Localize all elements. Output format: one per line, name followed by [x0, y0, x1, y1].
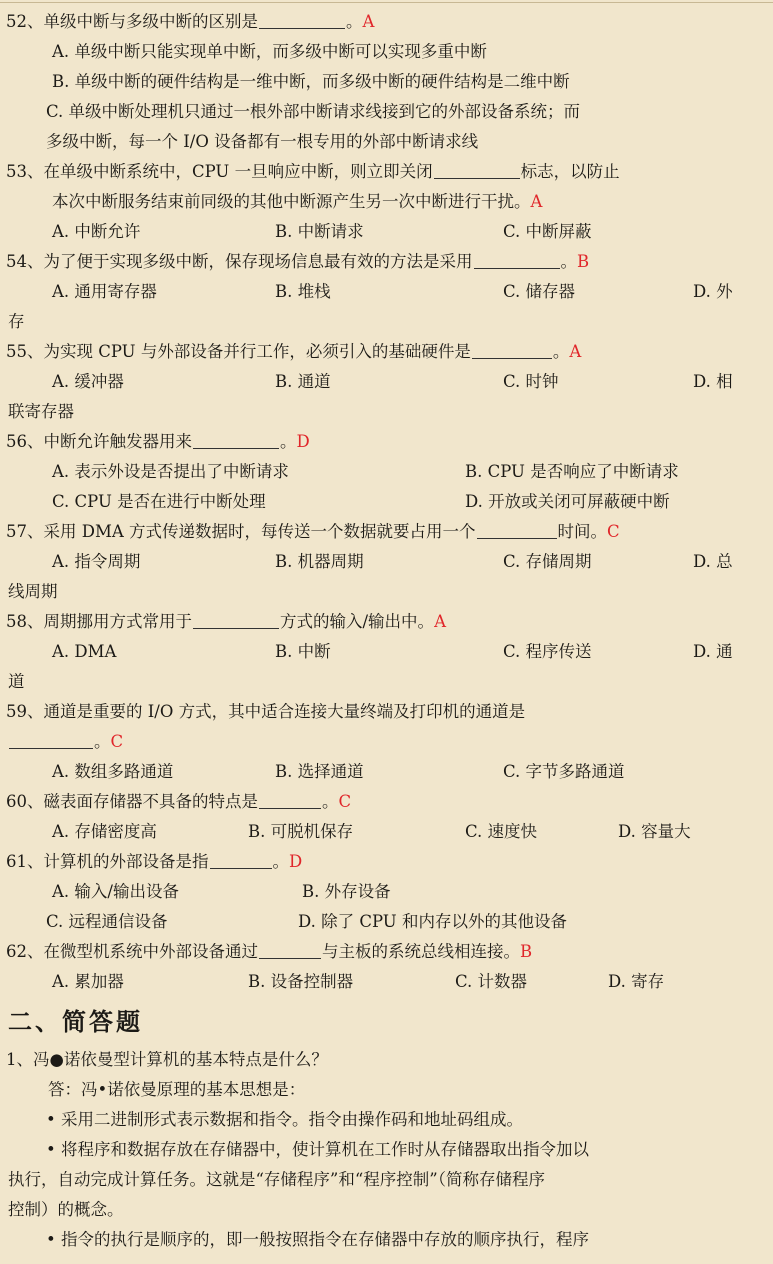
answer-option: D. 相 [693, 372, 733, 391]
answer-option: A. 缓冲器 [52, 372, 124, 391]
question-text: • 采用二进制形式表示数据和指令。指令由操作码和地址码组成。 [46, 1110, 523, 1129]
answer-option: B. 可脱机保存 [248, 822, 354, 841]
question-text: 60、磁表面存储器不具备的特点是 [6, 792, 258, 811]
answer-key: D [289, 852, 303, 871]
question-text: 。 [560, 252, 577, 271]
question-text: 。 [94, 732, 111, 751]
answer-option: B. CPU 是否响应了中断请求 [465, 462, 679, 481]
fill-in-blank [259, 10, 345, 29]
answer-key: B [577, 252, 590, 271]
top-rule [0, 2, 773, 3]
answer-option: C. 中断屏蔽 [503, 222, 592, 241]
answer-option: C. CPU 是否在进行中断处理 [52, 492, 266, 511]
text-line [0, 1135, 773, 1165]
answer-key: A [434, 612, 446, 631]
answer-option: A. 中断允许 [52, 222, 141, 241]
answer-option: B. 通道 [275, 372, 331, 391]
answer-option: A. 数组多路通道 [52, 762, 174, 781]
fill-in-blank [9, 730, 93, 749]
text-line [0, 697, 773, 727]
text-line [0, 277, 773, 307]
question-text: 执行，自动完成计算任务。这就是“存储程序”和“程序控制”（简称存储程序 [8, 1170, 545, 1189]
question-text: 时间。 [557, 522, 608, 541]
answer-key: C [338, 792, 352, 811]
text-line [0, 1045, 773, 1075]
answer-option: A. DMA [52, 642, 117, 661]
question-text: 。 [322, 792, 339, 811]
text-line [0, 37, 773, 67]
text-line [0, 1225, 773, 1255]
text-line [0, 457, 773, 487]
text-line [0, 727, 773, 757]
text-line [0, 877, 773, 907]
fill-in-blank [472, 340, 552, 359]
answer-option: C. 速度快 [465, 822, 538, 841]
question-text: 线周期 [8, 582, 58, 601]
answer-option: D. 寄存 [608, 972, 665, 991]
text-line [0, 217, 773, 247]
text-line [0, 1075, 773, 1105]
section-heading: 二、简答题 [8, 1007, 143, 1036]
text-line [0, 307, 773, 337]
answer-option: D. 通 [693, 642, 733, 661]
answer-option: A. 表示外设是否提出了中断请求 [52, 462, 289, 481]
fill-in-blank [193, 610, 279, 629]
answer-key: A [530, 192, 543, 211]
question-text: 本次中断服务结束前同级的其他中断源产生另一次中断进行干扰。 [52, 192, 531, 211]
answer-key: B [520, 942, 533, 961]
answer-option: B. 选择通道 [275, 762, 364, 781]
answer-key: D [296, 432, 310, 451]
text-line [0, 1165, 773, 1195]
answer-option: B. 中断 [275, 642, 331, 661]
question-text: 。 [346, 12, 363, 31]
text-line [0, 517, 773, 547]
answer-option: C. 储存器 [503, 282, 576, 301]
text-line [0, 427, 773, 457]
text-line [0, 667, 773, 697]
question-text: 联寄存器 [8, 402, 74, 421]
text-line [0, 787, 773, 817]
question-text: 57、采用 DMA 方式传递数据时，每传送一个数据就要占用一个 [6, 522, 476, 541]
question-text: 道 [8, 672, 25, 691]
question-text: 56、中断允许触发器用来 [6, 432, 192, 451]
answer-key: C [607, 522, 620, 541]
question-text: 1、冯●诺依曼型计算机的基本特点是什么？ [6, 1050, 328, 1069]
question-text: 53、在单级中断系统中，CPU 一旦响应中断，则立即关闭 [6, 162, 433, 181]
answer-option: A. 通用寄存器 [52, 282, 157, 301]
text-line [0, 187, 773, 217]
answer-option: D. 除了 CPU 和内存以外的其他设备 [298, 912, 567, 931]
question-text: 55、为实现 CPU 与外部设备并行工作，必须引入的基础硬件是 [6, 342, 471, 361]
text-line [0, 637, 773, 667]
answer-option: D. 外 [693, 282, 733, 301]
text-line [0, 757, 773, 787]
text-line [0, 367, 773, 397]
question-text: 标志，以防止 [520, 162, 620, 181]
answer-key: C [110, 732, 124, 751]
fill-in-blank [259, 790, 321, 809]
question-text: 54、为了便于实现多级中断，保存现场信息最有效的方法是采用 [6, 252, 473, 271]
question-text: 。 [552, 342, 570, 361]
fill-in-blank [474, 250, 560, 269]
question-text: 控制）的概念。 [8, 1200, 124, 1219]
text-line [0, 937, 773, 967]
question-text: 58、周期挪用方式常用于 [6, 612, 192, 631]
question-text: 存 [8, 312, 25, 331]
answer-option: D. 总 [693, 552, 733, 571]
text-line [0, 1195, 773, 1225]
question-text: 与主板的系统总线相连接。 [322, 942, 520, 961]
text-line [0, 847, 773, 877]
text-line [0, 157, 773, 187]
text-line [0, 247, 773, 277]
answer-option: C. 字节多路通道 [503, 762, 625, 781]
answer-option: B. 机器周期 [275, 552, 364, 571]
question-text: 方式的输入/输出中。 [280, 612, 435, 631]
answer-option: C. 远程通信设备 [46, 912, 168, 931]
answer-option: B. 设备控制器 [248, 972, 354, 991]
fill-in-blank [193, 430, 279, 449]
answer-key: A [362, 12, 375, 31]
question-text: 多级中断，每一个 I/O 设备都有一根专用的外部中断请求线 [46, 132, 479, 151]
fill-in-blank [210, 850, 272, 869]
answer-option: A. 累加器 [52, 972, 124, 991]
question-text: C. 单级中断处理机只通过一根外部中断请求线接到它的外部设备系统；而 [46, 102, 581, 121]
text-line [0, 547, 773, 577]
fill-in-blank [259, 940, 321, 959]
text-line [0, 607, 773, 637]
question-text: • 指令的执行是顺序的，即一般按照指令在存储器中存放的顺序执行，程序 [46, 1230, 589, 1249]
text-line [0, 487, 773, 517]
question-text: A. 单级中断只能实现单中断，而多级中断可以实现多重中断 [52, 42, 487, 61]
text-line [0, 7, 773, 37]
answer-option: C. 存储周期 [503, 552, 592, 571]
text-line [0, 907, 773, 937]
answer-option: A. 存储密度高 [52, 822, 157, 841]
answer-option: C. 程序传送 [503, 642, 592, 661]
answer-option: A. 输入/输出设备 [52, 882, 179, 901]
text-line [0, 967, 773, 997]
answer-option: B. 堆栈 [275, 282, 331, 301]
text-line [0, 397, 773, 427]
question-text: 52、单级中断与多级中断的区别是 [6, 12, 258, 31]
question-text: 。 [280, 432, 297, 451]
text-line [0, 337, 773, 367]
text-line [0, 67, 773, 97]
question-text: 答：冯•诺依曼原理的基本思想是： [48, 1080, 306, 1099]
text-line [0, 1002, 773, 1042]
text-line [0, 577, 773, 607]
fill-in-blank [477, 520, 557, 539]
question-text: 59、通道是重要的 I/O 方式，其中适合连接大量终端及打印机的通道是 [6, 702, 526, 721]
answer-option: B. 中断请求 [275, 222, 364, 241]
question-text: 62、在微型机系统中外部设备通过 [6, 942, 258, 961]
answer-option: C. 计数器 [455, 972, 528, 991]
question-text: 。 [272, 852, 289, 871]
answer-option: D. 容量大 [618, 822, 691, 841]
answer-option: C. 时钟 [503, 372, 559, 391]
text-line [0, 97, 773, 127]
text-line [0, 127, 773, 157]
question-text: 61、计算机的外部设备是指 [6, 852, 209, 871]
text-line [0, 817, 773, 847]
fill-in-blank [434, 160, 520, 179]
question-text: B. 单级中断的硬件结构是一维中断，而多级中断的硬件结构是二维中断 [52, 72, 570, 91]
question-text: • 将程序和数据存放在存储器中，使计算机在工作时从存储器取出指令加以 [46, 1140, 589, 1159]
answer-option: B. 外存设备 [302, 882, 391, 901]
answer-option: D. 开放或关闭可屏蔽硬中断 [465, 492, 670, 511]
text-line [0, 1105, 773, 1135]
answer-option: A. 指令周期 [52, 552, 141, 571]
answer-key: A [569, 342, 582, 361]
